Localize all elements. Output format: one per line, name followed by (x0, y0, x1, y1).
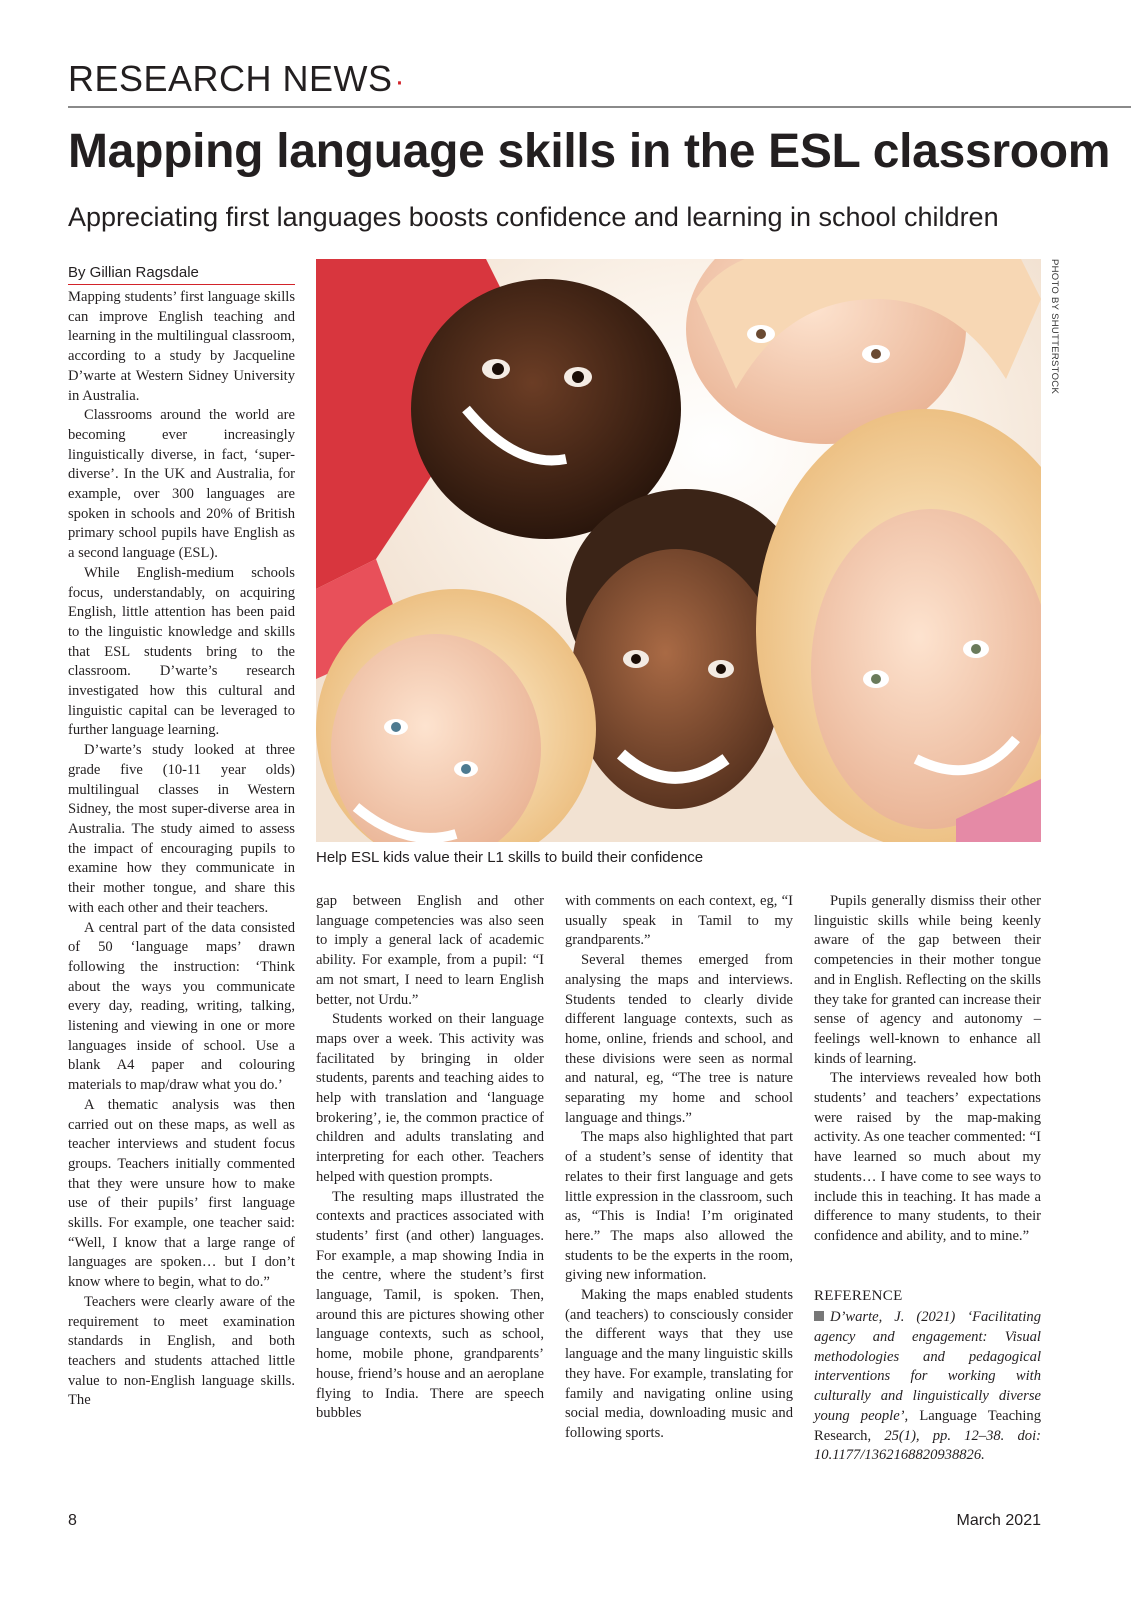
paragraph: While English-medium schools focus, understandably, on acquiring English, little attention has been paid to the linguistic knowledge and skills that ESL students bring to the classroom. D’warte’s research investigated how this cultural and linguistic capital can be leveraged to further language learning. (68, 564, 295, 739)
paragraph: with comments on each context, eg, “I usually speak in Tamil to my grandparents.” (565, 893, 793, 949)
issue-date: March 2021 (956, 1512, 1041, 1529)
photo-credit: PHOTO BY SHUTTERSTOCK (1049, 259, 1060, 395)
photo-caption: Help ESL kids value their L1 skills to build their confidence (316, 849, 704, 866)
paragraph: Classrooms around the world are becoming ever increasingly linguistically diverse, in fact, ‘super-diverse’. In the UK and Australia, for example, over 300 languages are spoken in schools and 20% of British primary school pupils have English as a second language (ESL). (68, 407, 295, 562)
top-rule (68, 106, 1131, 108)
reference-author-title: D’warte, J. (2021) ‘Facilitating agency and engagement: Visual methodologies and pedagogical interventions for working with culturally and linguistically diverse young people’, (814, 1309, 1041, 1424)
paragraph: Mapping students’ first language skills can improve English teaching and learning in the multilingual classroom, according to a study by Jacqueline D’warte at Western Sidney University in Australia. (68, 289, 295, 404)
byline: By Gillian Ragsdale (68, 264, 295, 285)
reference-journal: Language Teaching Research, (814, 1407, 1041, 1444)
paragraph: gap between English and other language competencies was also seen to imply a general lack of academic ability. For example, from a pupil: “I am not smart, I need to learn English better, not Urdu.” (316, 893, 544, 1008)
article-column-2 (316, 892, 544, 1424)
paragraph: Making the maps enabled students (and teachers) to consciously consider the different ways that they use language and the many linguistic skills they have. For example, translating for family and navigating online using social media, downloading music and following sports. (565, 1287, 793, 1441)
paragraph: A thematic analysis was then carried out on these maps, as well as teacher interviews and student focus groups. Teachers initially commented that they were unsure how to make use of their pupils’ first language skills. For example, one teacher said: “Well, I know that a large range of languages are spoken… but I don’t know where to begin, what to do.” (68, 1096, 295, 1291)
children-photo (316, 259, 1041, 842)
reference-heading: REFERENCE (814, 1287, 903, 1304)
reference-citation (814, 1308, 1041, 1466)
paragraph: D’warte’s study looked at three grade five (10-11 year olds) multilingual classes in Western Sidney, the most super-diverse area in Australia. The study aimed to assess the impact of encouraging pupils to examine how they communicate in their mother tongue, and share this with each other and their teachers. (68, 742, 295, 916)
paragraph: Pupils generally dismiss their other linguistic skills while being keenly aware of the gap between their competencies in their mother tongue and in English. Reflecting on the skills they take for granted can increase their sense of agency and autonomy – feelings well-known to enhance all kinds of learning. (814, 893, 1041, 1067)
accent-dot: · (394, 65, 406, 98)
section-label: RESEARCH NEWS· (68, 58, 406, 99)
paragraph: Students worked on their language maps over a week. This activity was facilitated by bringing in older students, parents and teaching aides to help with translation and ‘language brokering’, ie, the common practice of children and adults translating and interpreting for each other. Teachers helped with question prompts. (316, 1011, 544, 1185)
square-bullet-icon (814, 1311, 824, 1321)
reference-details: 25(1), pp. 12–38. doi: 10.1177/1362168820938826. (814, 1427, 1041, 1464)
page-number: 8 (68, 1512, 77, 1529)
paragraph: The interviews revealed how both students’ and teachers’ expectations were raised by the map-making activity. As one teacher commented: “I have learned so much about my students… I have come to see ways to include this in teaching. It has made a difference to many students, to their confidence and ability, and to mine.” (814, 1070, 1041, 1244)
standfirst: Appreciating first languages boosts confidence and learning in school children (68, 202, 999, 232)
paragraph: The resulting maps illustrated the contexts and practices associated with students’ first (and other) languages. For example, a map showing India in the centre, where the student’s first language, Tamil, is spoken. Then, around this are pictures showing other language contexts, such as school, home, mobile phone, grandparents’ house, friend’s house and an aeroplane flying to India. There are speech bubbles (316, 1188, 544, 1422)
paragraph: Several themes emerged from analysing the maps and interviews. Students tended to clearly divide different language contexts, such as home, online, friends and school, and these divisions were seen as normal and natural, eg, “The tree is nature separating my home and school language and things.” (565, 952, 793, 1126)
paragraph: A central part of the data consisted of 50 ‘language maps’ drawn following the instruction: ‘Think about the ways you communicate every day, reading, writing, talking, listening and viewing in one or more languages inside of school. Use a blank A4 paper and colouring materials to map/draw what you do.’ (68, 919, 295, 1094)
paragraph: The maps also highlighted that part of a student’s sense of identity that relates to their first language and gets little expression in the classroom, such as, “This is India! I’m originated here.” The maps also allowed the students to be the experts in the room, giving new information. (565, 1129, 793, 1284)
article-column-3 (565, 892, 793, 1444)
headline: Mapping language skills in the ESL classroom (68, 125, 1111, 178)
article-column-4 (814, 892, 1041, 1466)
paragraph: Teachers were clearly aware of the requirement to meet examination standards in English, and both teachers and students attached little value to non-English language skills. The (68, 1293, 295, 1409)
article-column-1 (68, 288, 295, 1411)
